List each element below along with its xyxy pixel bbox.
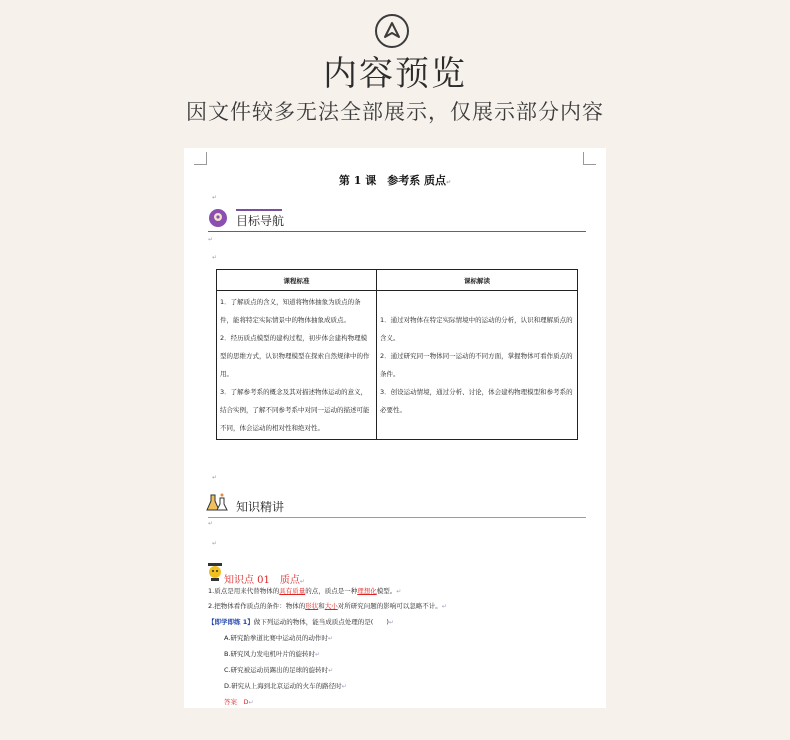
section-header-goals (208, 210, 586, 232)
page-title: 内容预览 (323, 54, 467, 94)
section-header-knowledge (208, 496, 586, 518)
margin-corner-mark (583, 152, 596, 165)
paragraph-mark: ↵ (208, 236, 214, 243)
paragraph-mark: ↵ (212, 474, 218, 481)
knowledge-line-1: 1.质点是用来代替物体的具有质量的点，质点是一种理想化模型。↵ (208, 587, 402, 595)
standard-item: 3．了解参考系的概念及其对描述物体运动的意义，结合实例，了解不同参考系中对同一运动的描述可能不同，体会运动的相对性和绝对性。 (220, 388, 370, 432)
page-subtitle: 因文件较多无法全部展示，仅展示部分内容 (186, 100, 604, 124)
table-cell-interpretation (377, 291, 578, 440)
document-preview (184, 148, 606, 708)
standard-item: 2．经历质点模型的建构过程，初步体会建构物理模型的思维方式，认识物理模型在探索自然规律中的作用。 (220, 334, 370, 378)
lesson-title: 第 1 课 参考系 质点↵ (338, 174, 452, 187)
exercise-answer: 答案 D↵ (224, 698, 254, 706)
knowledge-point-title: 知识点 01 质点↵ (224, 575, 305, 586)
logo-icon (375, 14, 409, 48)
exercise-option: C.研究被运动员踢出的足球的旋转时↵ (224, 666, 334, 674)
paragraph-mark: ↵ (212, 254, 218, 261)
paragraph-mark: ↵ (212, 540, 218, 547)
standard-item: 1．了解质点的含义，知道将物体抽象为质点的条件，能将特定实际情景中的物体抽象成质点。 (220, 298, 361, 324)
section-divider (208, 231, 586, 232)
exercise-option: A.研究跆拳道比赛中运动员的动作时↵ (224, 634, 333, 642)
exercise-option: D.研究从上海到北京运动的火车的路径时↵ (224, 682, 347, 690)
interpretation-item: 3．创设运动情境，通过分析、讨论，体会建构物理模型和参考系的必要性。 (380, 388, 573, 414)
interpretation-item: 2．通过研究同一物体同一运动的不同方面，掌握物体可看作质点的条件。 (380, 352, 573, 378)
section-title: 目标导航 (236, 214, 285, 228)
exercise-question: 【即学即练 1】做下列运动的物体，能当成质点处理的是( )↵ (208, 618, 394, 626)
section-divider (208, 517, 586, 518)
table-header: 课程标准 (217, 270, 377, 291)
head-icon (208, 208, 228, 228)
section-deco-line (236, 209, 282, 211)
interpretation-item: 1．通过对物体在特定实际情境中的运动的分析，认识和理解质点的含义。 (380, 316, 573, 342)
paragraph-mark: ↵ (208, 520, 214, 527)
margin-corner-mark (194, 152, 207, 165)
table-cell-standards (217, 291, 377, 440)
flask-icon (206, 492, 230, 514)
curriculum-table (216, 269, 578, 440)
paragraph-mark: ↵ (212, 194, 218, 201)
table-header: 课标解读 (377, 270, 578, 291)
section-title: 知识精讲 (236, 500, 285, 514)
exercise-option: B.研究风力发电机叶片的旋转时↵ (224, 650, 321, 658)
mascot-icon (206, 562, 224, 582)
knowledge-line-2: 2.把物体看作质点的条件：物体的形状和大小对所研究问题的影响可以忽略不计。↵ (208, 602, 447, 610)
